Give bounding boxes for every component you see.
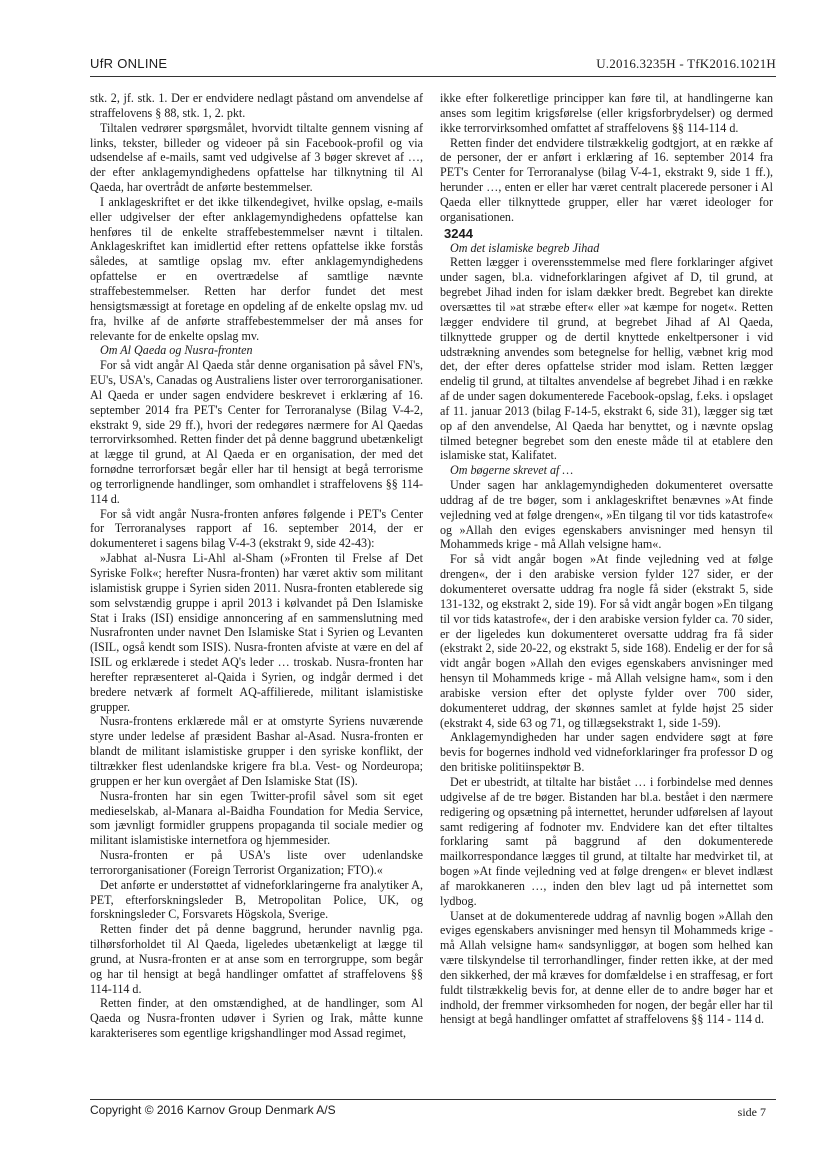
paragraph: I anklageskriftet er det ikke tilkendegivet, hvilke opslag, e-mails eller udgivelser der efter anklagemyndighedens opfattelse kan henføres til de enkelte straffebestemmelser nævnt i tiltalen. Anklageskriftet kan imidlertid efter rettens opfattelse ikke forstås således, at samtlige opslag mv. efter anklagemyndighedens opfattelse er en overtrædelse af samtlige nævnte straffebestemmelser. Retten har derfor fundet det mest hensigtsmæssigt at foretage en opdeling af de enkelte opslag mv. ud fra, hvilke af de anførte straffebestemmelser der må anses for relevante for de enkelte opslag mv.	[90, 194, 423, 343]
paragraph: Nusra-frontens erklærede mål er at omstyrte Syriens nuværende styre under ledelse af præsident Bashar al-Asad. Nusra-fronten er blandt de militant islamistiske grupper i den syriske konflikt, der tiltrækker flest udenlandske krigere fra bl.a. Vest- og Nordeuropa; gruppen er her kun overgået af Den Islamiske Stat (IS).	[90, 714, 423, 788]
page-header	[90, 56, 776, 76]
paragraph: For så vidt angår bogen »At finde vejledning ved at følge drengen«, der i den arabiske version fylder 127 sider, er der dokumenteret oversatte uddrag fra nogle få sider (ekstrakt 5, side 131-132, og ekstrakt 2, side 19). For så vidt angår bogen »En tilgang til vor tids katastrofe«, der i den arabiske version fylder ca. 70 sider, er der ligeledes kun dokumenteret oversatte uddrag fra få sider (ekstrakt 2, side 20-22, og ekstrakt 5, side 168). Endelig er der for så vidt angår bogen »Allah den eviges egenskabers anvisninger med hensyn til Mohammeds krige - må Allah velsigne ham«, som i den arabiske version efter det oplyste fylder over 700 sider, dokumenteret uddrag, der skønnes samlet at fylde højst 25 sider (ekstrakt 4, side 63 og 71, og tillægsekstrakt 1, side 1-59).	[440, 552, 773, 730]
paragraph: Uanset at de dokumenterede uddrag af navnlig bogen »Allah den eviges egenskabers anvisninger med hensyn til Mohammeds krige - må Allah velsigne ham« sandsynliggør, at bogen som helhed kan være tilskyndelse til terrorhandlinger, finder retten ikke, at der med den sikkerhed, der må kræves for domfældelse i en straffesag, er fort fuldt tilstrækkelig bevis for, at denne eller de to andre bøger har et indhold, der fremmer virksomheden for nogen, der begår eller har til hensigt at begå handlinger omfattet af straffelovens §§ 114 - 114 d.	[440, 908, 773, 1027]
footer-divider	[90, 1099, 776, 1100]
paragraph: For så vidt angår Al Qaeda står denne organisation på såvel FN's, EU's, USA's, Canadas og Australiens lister over terrororganisationer. Al Qaeda er under sagen endvidere beskrevet i erklæring af 16. september 2014 fra PET's Center for Terroranalyse (Bilag V-4-2, ekstrakt 9, side 29 ff.), hvori der redegøres nærmere for Al Qaedas terrorvirksomhed. Retten finder det på denne baggrund ubetænkeligt at lægge til grund, at Al Qaeda er en organisation, der med det fornødne terrorforsæt begår eller har til hensigt at begå terrorisme og terrorlignende handlinger, som omhandlet i straffelovens §§ 114-114 d.	[90, 358, 423, 506]
paragraph: Det anførte er understøttet af vidneforklaringerne fra analytiker A, PET, efterforskningsleder B, Metropolitan Police, UK, og forskningsleder C, Forsvarets Högskola, Sverige.	[90, 877, 423, 922]
header-divider	[90, 76, 776, 77]
paragraph: Nusra-fronten er på USA's liste over udenlandske terrororganisationer (Foreign Terrorist Organization; FTO).«	[90, 848, 423, 877]
right-column	[440, 91, 773, 1027]
section-heading: Om det islamiske begreb Jihad	[450, 240, 600, 255]
section-heading: Om Al Qaeda og Nusra-fronten	[100, 343, 253, 358]
paragraph: Under sagen har anklagemyndigheden dokumenteret oversatte uddrag af de tre bøger, som i anklageskriftet benævnes »At finde vejledning ved at følge drengen«, »En tilgang til vor tids katastrofe« og »Allah den eviges egenskabers anvisninger med hensyn til Mohammeds krige - må Allah velsigne ham«.	[440, 478, 773, 552]
paragraph: Anklagemyndigheden har under sagen endvidere søgt at føre bevis for bogernes indhold ved vidneforklaringer fra professor D og den britiske politiinspektør B.	[440, 730, 773, 775]
paragraph: Retten finder, at den omstændighed, at de handlinger, som Al Qaeda og Nusra-fronten udøver i Syrien og Irak, måtte kunne karakteriseres som egentlige krigshandlinger mod Assad regimet,	[90, 996, 423, 1041]
paragraph: stk. 2, jf. stk. 1. Der er endvidere nedlagt påstand om anvendelse af straffelovens § 88, stk. 1, 2. pkt.	[90, 91, 423, 120]
paragraph: Retten lægger i overensstemmelse med flere forklaringer afgivet under sagen, bl.a. vidneforklaringen afgivet af D, til grund, at begrebet Jihad inden for islam dækker bredt. Begrebet kan direkte oversættes til »at stræbe efter« eller »at kæmpe for noget«. Retten lægger endvidere til grund, at begrebet Jihad af Al Qaeda, tilknyttede grupper og de dertil knyttede enkeltpersoner i vid udstrækning anvendes som betegnelse for hellig, væbnet krig mod det, der efter deres opfattelse strider mod islam. Retten lægger endelig til grund, at tiltaltes anvendelse af begrebet Jihad i en række af de under sagen dokumenterede Facebook-opslag, f.eks. i opslaget af 11. januar 2013 (bilag F-14-5, ekstrakt 6, side 31), lægger sig tæt op af den anvendelse, Al Qaeda har benyttet, og i nævnte opslag tilmed betegner begrebet som den eneste måde til at etablere den islamiske stat, Kalifatet.	[440, 255, 773, 463]
paragraph: ikke efter folkeretlige principper kan føre til, at handlingerne kan anses som legitim krigsførelse (eller krigsforbrydelser) og dermed ikke terrorvirksomhed omfattet af straffelovens §§ 114-114 d.	[440, 91, 773, 135]
page-number: side 7	[737, 1105, 766, 1119]
page-marker: 3244	[444, 225, 473, 241]
paragraph: Retten finder det på denne baggrund, herunder navnlig pga. tilhørsforholdet til Al Qaeda, ligeledes ubetænkeligt at lægge til grund, at Nusra-fronten er at anse som en terrorgruppe, som begår og har til hensigt at begå handlinger omfattet af straffelovens §§ 114-114 d.	[90, 922, 423, 996]
left-column	[90, 91, 423, 1041]
case-reference: U.2016.3235H - TfK2016.1021H	[596, 56, 776, 71]
paragraph: »Jabhat al-Nusra Li-Ahl al-Sham (»Fronten til Frelse af Det Syriske Folk«; herefter Nusra-fronten) har været aktiv som militant islamistisk gruppe i Syrien siden 2011. Nusra-fronten etablerede sig som selvstændig gruppe i april 2013 i kølvandet på Den Islamiske Stat i Iraks (ISI) ensidige annoncering af en sammenslutning med Nusrafronten under navnet Den Islamiske Stat i Syrien og Levanten (ISIL, også kendt som ISIS). Nusra-fronten afviste at være en del af ISIL og erklærede i stedet AQ's leder … troskab. Nusra-fronten har herefter repræsenteret al-Qaida i Syrien, og indgår dermed i det bredere netværk af formelt AQ-affilierede, militant islamistiske grupper.	[90, 551, 423, 714]
publication-name: UfR ONLINE	[90, 56, 168, 71]
copyright-notice: Copyright © 2016 Karnov Group Denmark A/S	[90, 1103, 336, 1117]
paragraph: Retten finder det endvidere tilstrækkelig godtgjort, at en række af de personer, der er anført i erklæring af 16. september 2014 fra PET's Center for Terroranalyse (bilag V-4-1, ekstrakt 9, side 1 ff.), herunder …, enten er eller har været centralt placerede personer i Al Qaeda eller tilknyttede grupper, eller har været ideologer for organisationen.	[440, 135, 773, 224]
paragraph: Nusra-fronten har sin egen Twitter-profil såvel som sit eget medieselskab, al-Manara al-Baidha Foundation for Media Service, som jævnligt formidler gruppens propaganda til sociale medier og militant islamistiske internetfora og hjemmesider.	[90, 788, 423, 848]
paragraph: For så vidt angår Nusra-fronten anføres følgende i PET's Center for Terroranalyses rapport af 16. september 2014, der er dokumenteret i sagens bilag V-4-3 (ekstrakt 9, side 42-43):	[90, 506, 423, 551]
section-heading: Om bøgerne skrevet af …	[450, 463, 574, 478]
paragraph: Det er ubestridt, at tiltalte har bistået … i forbindelse med dennes udgivelse af de tre bøger. Bistanden har bl.a. bestået i den nærmere redigering og opsætning på internettet, herunder udførelsen af layout samt redigering af fodnoter mv. Endvidere kan det efter tiltaltes forklaring samt på baggrund af den dokumenterede mailkorrespondance lægges til grund, at tiltalte har medvirket til, at bogen »At finde vejledning ved at følge drengen« er blevet indlæst af marokkaneren …, inden den blev lagt ud på internettet som lydbog.	[440, 774, 773, 908]
paragraph: Tiltalen vedrører spørgsmålet, hvorvidt tiltalte gennem visning af links, tekster, billeder og videoer på sin Facebook-profil og via udsendelse af e-mails, samt ved udgivelse af 3 bøger skrevet af …, der efter anklagemyndighedens opfattelse har tilknytning til Al Qaeda, har overtrådt de anførte bestemmelser.	[90, 120, 423, 195]
